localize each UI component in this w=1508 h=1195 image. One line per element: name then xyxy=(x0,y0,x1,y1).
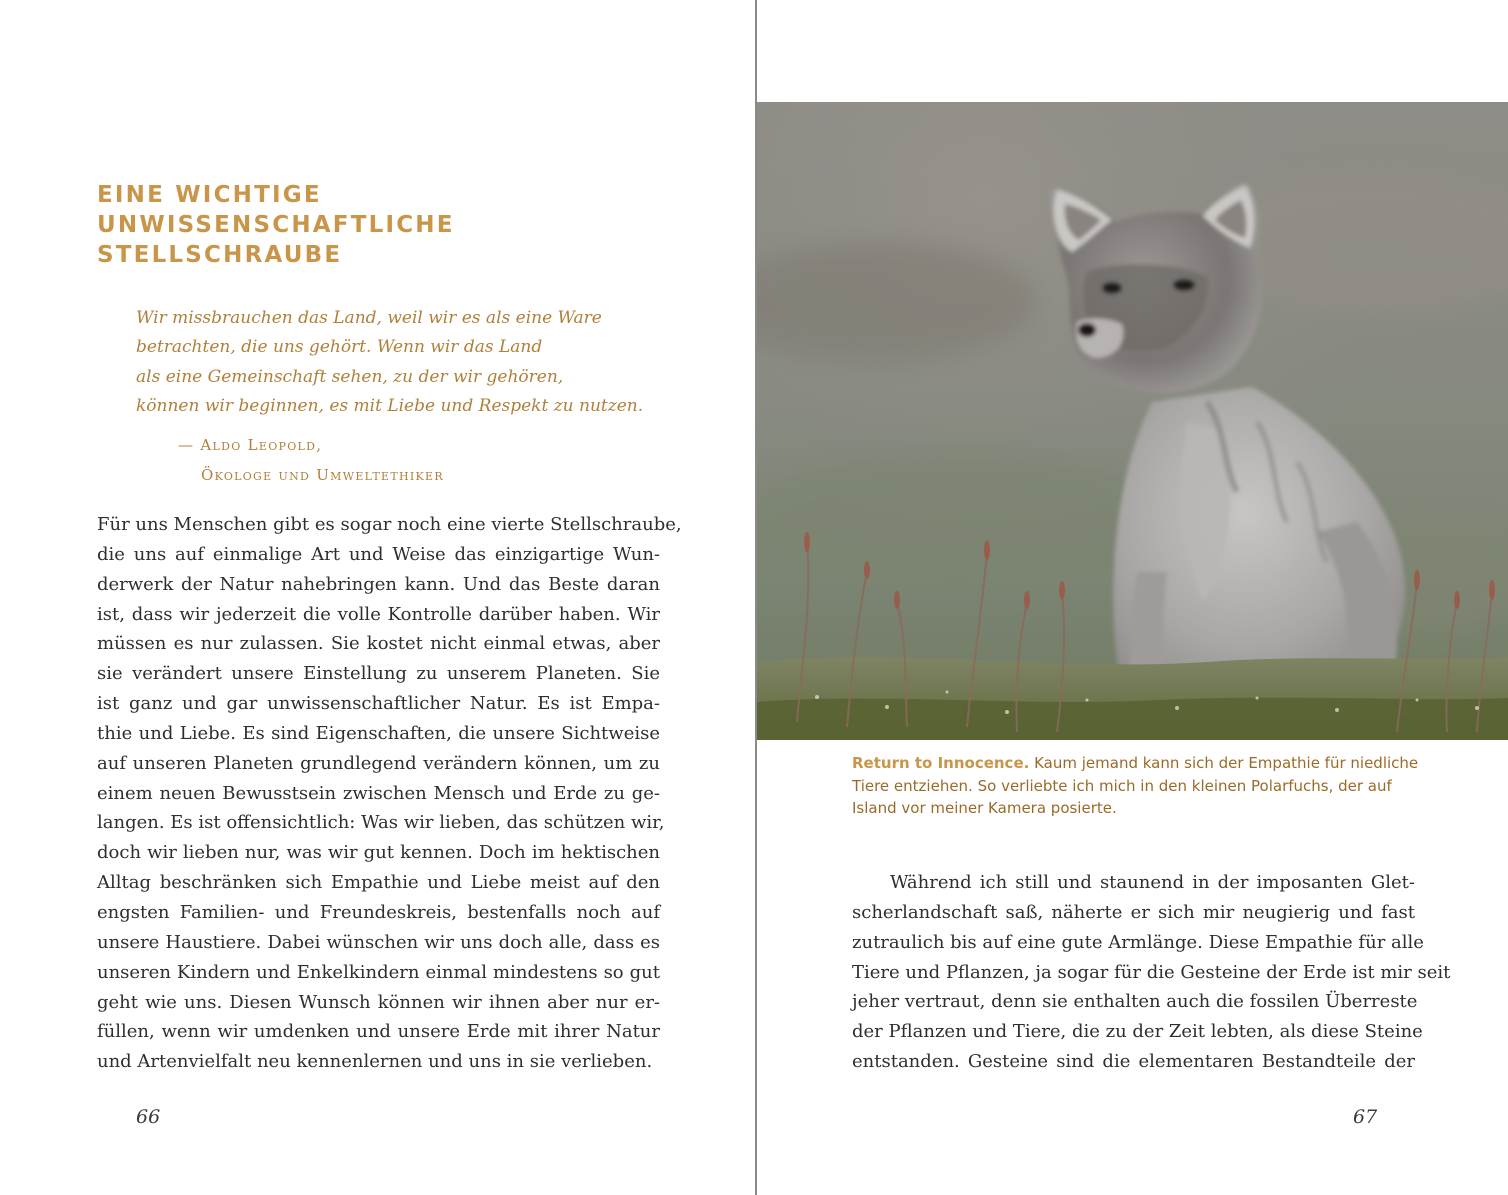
body-line: entstanden. Gesteine sind die elementaren Bestandteile der xyxy=(852,1051,1415,1073)
body-line: doch wir lieben nur, was wir gut kennen. Doch im hektischen xyxy=(97,842,660,864)
body-line: der Pflanzen und Tiere, die zu der Zeit lebten, als diese Steine xyxy=(852,1021,1423,1043)
body-line: scherlandschaft saß, näherte er sich mir neugierig und fast xyxy=(852,901,1415,923)
epigraph-line: als eine Gemeinschaft sehen, zu der wir gehören, xyxy=(136,366,564,387)
page-number-right: 67 xyxy=(1353,1106,1378,1128)
body-line: Tiere und Pflanzen, ja sogar für die Gesteine der Erde ist mir seit xyxy=(852,961,1451,983)
caption-title: Return to Innocence. xyxy=(852,754,1030,772)
body-line: und Artenvielfalt neu kennenlernen und uns in sie verlieben. xyxy=(97,1051,653,1073)
page-number-left: 66 xyxy=(136,1106,161,1128)
right-page xyxy=(757,0,1508,1195)
epigraph-line: betrachten, die uns gehört. Wenn wir das Land xyxy=(136,337,543,358)
epigraph-line: Wir missbrauchen das Land, weil wir es als eine Ware xyxy=(136,308,602,328)
body-line: ist ganz und gar unwissenschaftlicher Natur. Es ist Empa- xyxy=(97,693,660,715)
body-line: unseren Kindern und Enkelkindern einmal mindestens so gut xyxy=(97,961,660,983)
chapter-heading xyxy=(97,180,455,270)
body-line: einem neuen Bewusstsein zwischen Mensch und Erde zu ge- xyxy=(97,782,660,804)
body-line: auf unseren Planeten grundlegend verändern können, um zu xyxy=(97,752,660,774)
left-body-text xyxy=(97,510,682,1077)
heading-line: UNWISSENSCHAFTLICHE xyxy=(97,212,455,238)
photo-caption xyxy=(852,752,1432,820)
body-line: derwerk der Natur nahebringen kann. Und das Beste daran xyxy=(97,573,660,595)
body-line: Für uns Menschen gibt es sogar noch eine vierte Stellschraube, xyxy=(97,514,682,535)
body-line: engsten Familien- und Freundeskreis, bestenfalls noch auf xyxy=(97,901,660,923)
body-line: füllen, wenn wir umdenken und unsere Erde mit ihrer Natur xyxy=(97,1021,660,1043)
caption-line: Island vor meiner Kamera posierte. xyxy=(852,799,1117,817)
body-line: unsere Haustiere. Dabei wünschen wir uns doch alle, dass es xyxy=(97,931,660,953)
body-line: ist, dass wir jederzeit die volle Kontrolle darüber haben. Wir xyxy=(97,603,660,625)
body-line: langen. Es ist offensichtlich: Was wir lieben, das schützen wir, xyxy=(97,812,665,834)
caption-line xyxy=(852,752,1432,775)
body-line: zutraulich bis auf eine gute Armlänge. Diese Empathie für alle xyxy=(852,931,1424,953)
body-line: die uns auf einmalige Art und Weise das einzigartige Wun- xyxy=(97,543,660,565)
attribution-role: Ökologe und Umweltethiker xyxy=(201,466,444,484)
body-line: Alltag beschränken sich Empathie und Liebe meist auf den xyxy=(97,872,660,894)
body-line: müssen es nur zulassen. Sie kostet nicht einmal etwas, aber xyxy=(97,633,660,655)
caption-line: Tiere entziehen. So verliebte ich mich in den kleinen Polarfuchs, der auf xyxy=(852,776,1392,795)
epigraph-line: können wir beginnen, es mit Liebe und Respekt zu nutzen. xyxy=(136,396,644,417)
heading-line: EINE WICHTIGE xyxy=(97,182,322,208)
arctic-fox-illustration xyxy=(757,102,1508,740)
epigraph-quote xyxy=(136,304,696,422)
arctic-fox-photo xyxy=(757,102,1508,740)
heading-line: STELLSCHRAUBE xyxy=(97,242,343,268)
body-line: jeher vertraut, denn sie enthalten auch die fossilen Überreste xyxy=(852,991,1418,1013)
attribution-author: — Aldo Leopold, xyxy=(178,436,323,454)
right-body-text xyxy=(852,868,1451,1077)
body-line: thie und Liebe. Es sind Eigenschaften, die unsere Sichtweise xyxy=(97,722,660,744)
epigraph-attribution xyxy=(178,430,444,490)
body-line: geht wie uns. Diesen Wunsch können wir ihnen aber nur er- xyxy=(97,991,660,1013)
body-line: sie verändert unsere Einstellung zu unserem Planeten. Sie xyxy=(97,663,660,685)
caption-text: Kaum jemand kann sich der Empathie für niedliche xyxy=(1029,754,1419,772)
body-line: Während ich still und staunend in der imposanten Glet- xyxy=(890,872,1415,893)
